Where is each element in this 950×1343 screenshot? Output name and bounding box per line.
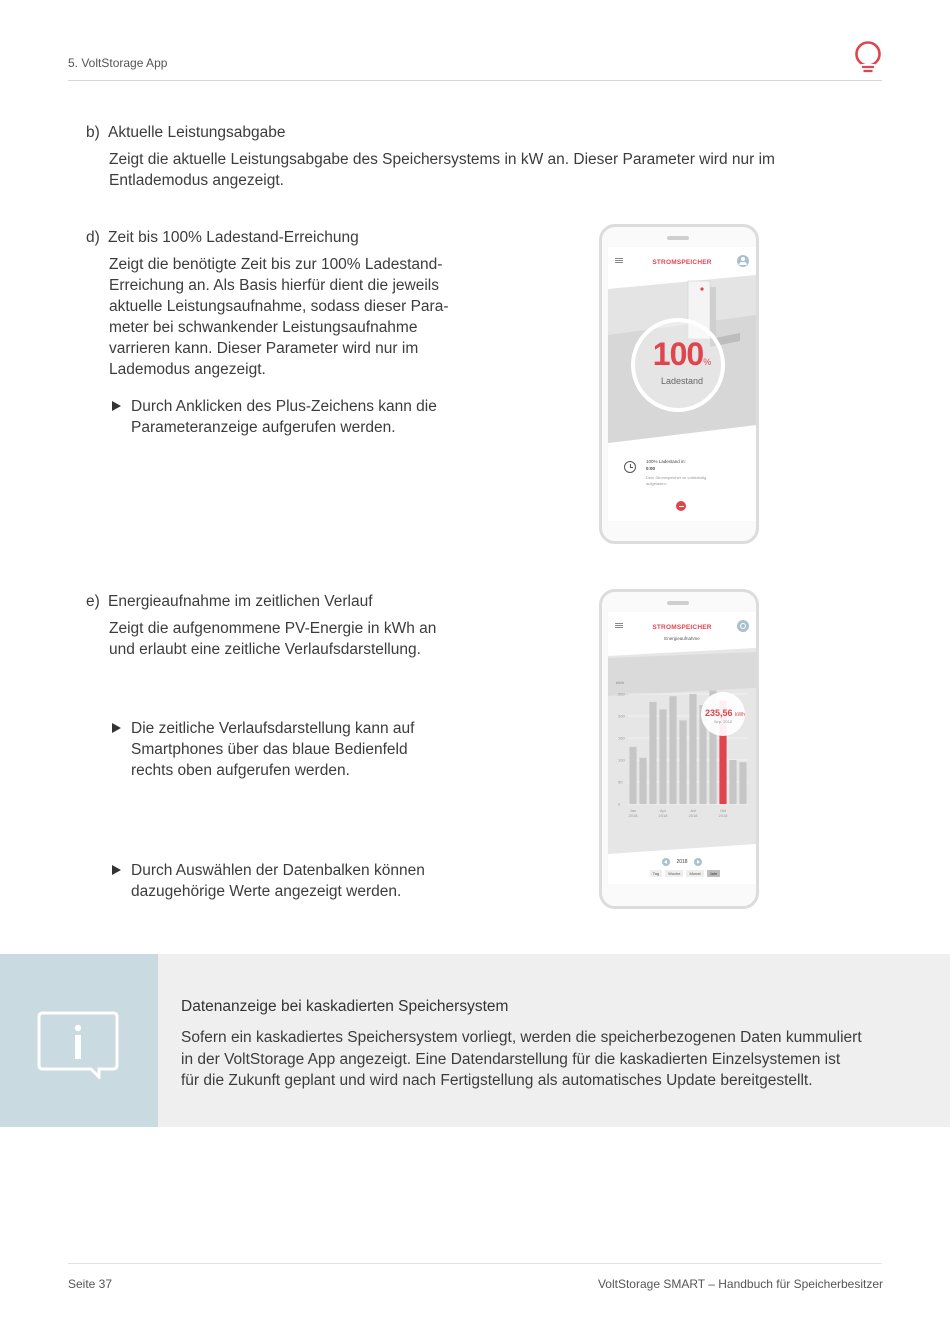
phone-speaker (667, 236, 689, 240)
bar (649, 702, 656, 804)
footer-divider (68, 1263, 882, 1264)
text-line: aktuelle Leistungsaufnahme, sodass dieser Para- (109, 298, 449, 315)
tab-week[interactable]: Woche (665, 870, 683, 877)
text-line: und erlaubt eine zeitliche Verlaufsdarstellung. (109, 641, 421, 658)
y-tick-label: 0 (618, 801, 621, 807)
text-line: Zeigt die aktuelle Leistungsabgabe des Speichersystems in kW an. Dieser Parameter wird nur im (109, 151, 775, 168)
section-d-title: Zeit bis 100% Ladestand-Erreichung (108, 229, 359, 246)
tab-month[interactable]: Monat (686, 870, 703, 877)
value-callout-date: Sep. 2018 (713, 719, 733, 724)
section-d-body (109, 254, 448, 380)
text-line: Erreichung an. Als Basis hierfür dient die jeweils (109, 277, 439, 294)
next-year-button[interactable] (694, 858, 702, 866)
text-line: dazugehörige Werte angezeigt werden. (131, 883, 402, 900)
period-tabs (642, 870, 728, 877)
tab-year[interactable]: Jahr (707, 870, 721, 877)
app-title: STROMSPEICHER (652, 624, 712, 631)
text-line: in der VoltStorage App angezeigt. Eine Datendarstellung für die kaskadierten Einzelsystemen ist (181, 1050, 841, 1068)
section-e-bullet-1 (109, 718, 950, 781)
charge-value-wrap (608, 336, 756, 373)
x-tick-month: Apr (659, 808, 667, 813)
charge-unit: % (703, 357, 712, 367)
bar (669, 696, 676, 804)
minus-button[interactable] (676, 501, 686, 511)
info-note: aufgeladen. (646, 481, 667, 486)
page-number: Seite 37 (68, 1277, 113, 1291)
bar (679, 720, 686, 804)
info-title: Datenanzeige bei kaskadierten Speichersystem (181, 998, 509, 1015)
page-header-title: 5. VoltStorage App (68, 56, 168, 70)
energy-bar-chart (608, 676, 756, 846)
info-icon-panel (0, 954, 158, 1127)
text-line: Sofern ein kaskadiertes Speichersystem vorliegt, werden die speicherbezogenen Daten kummuliert (181, 1029, 862, 1046)
text-line: Durch Anklicken des Plus-Zeichens kann die (131, 398, 437, 415)
info-title: 100% Ladestand in: (646, 459, 686, 464)
y-tick-label: 100 (618, 757, 625, 763)
x-tick-month: Okt (719, 808, 727, 813)
text-line: Smartphones über das blaue Bedienfeld (131, 741, 408, 758)
phone-mockup-charge (599, 224, 759, 544)
phone-speaker (667, 601, 689, 605)
bullet-triangle-icon (112, 723, 121, 733)
text-line: varrieren kann. Dieser Parameter wird nur im (109, 340, 419, 357)
text-line: Zeigt die aufgenommene PV-Energie in kWh an (109, 620, 437, 637)
section-e-body (109, 618, 436, 660)
y-tick-label: 150 (618, 735, 625, 741)
y-tick-label: 200 (618, 713, 625, 719)
section-b-body (109, 149, 775, 191)
y-axis-label: kWh (616, 680, 624, 685)
x-tick-month: Juli (689, 808, 697, 813)
value-callout-unit: kWh (735, 712, 746, 718)
text-line: für die Zukunft geplant und wird nach Fertigstellung als automatisches Update bereitgestellt. (181, 1072, 813, 1089)
section-b-marker: b) (86, 124, 100, 141)
value-callout: 235,56 kWh (704, 708, 746, 718)
charge-value: 100 (652, 336, 704, 372)
charge-label: Ladestand (660, 376, 704, 386)
bar (629, 747, 636, 804)
section-e-bullet-2 (109, 860, 950, 902)
section-e-marker: e) (86, 593, 100, 610)
bar (739, 762, 746, 804)
section-d-marker: d) (86, 229, 100, 246)
section-e-title: Energieaufnahme im zeitlichen Verlauf (108, 593, 373, 610)
text-line: Parameteranzeige aufgerufen werden. (131, 419, 396, 436)
info-value: 0:00 (646, 466, 656, 471)
header-divider (68, 80, 882, 81)
phone-screen-energy (608, 612, 756, 884)
bullet-triangle-icon (112, 401, 121, 411)
info-note: Dein Stromspeicher ist vollständig (646, 475, 707, 480)
x-tick-year: 2018 (658, 813, 668, 818)
section-d-bullet (109, 396, 950, 438)
text-line: Entlademodus angezeigt. (109, 172, 284, 189)
prev-year-button[interactable] (662, 858, 670, 866)
y-tick-label: 250 (618, 691, 625, 697)
year-label: 2018 (676, 859, 688, 865)
text-line: Die zeitliche Verlaufsdarstellung kann auf (131, 720, 415, 737)
x-tick-year: 2018 (688, 813, 698, 818)
section-b-heading (86, 124, 286, 142)
section-d-heading (86, 229, 359, 247)
clock-icon (624, 461, 636, 473)
screen-subtitle: Energieaufnahme (664, 636, 700, 641)
bullet-triangle-icon (112, 865, 121, 875)
y-tick-label: 50 (618, 779, 623, 785)
phone-mockup-energy (599, 589, 759, 909)
bar (639, 758, 646, 804)
tab-day[interactable]: Tag (650, 870, 662, 877)
info-icon (37, 1011, 119, 1079)
info-body (181, 1027, 871, 1092)
x-tick-month: Jan (629, 808, 637, 813)
app-title: STROMSPEICHER (652, 259, 712, 266)
view-toggle-button[interactable] (737, 620, 749, 632)
text-line: rechts oben aufgerufen werden. (131, 762, 350, 779)
user-icon (737, 255, 749, 267)
section-b-title: Aktuelle Leistungsabgabe (108, 124, 286, 141)
voltstorage-logo (852, 40, 884, 76)
x-tick-year: 2018 (718, 813, 728, 818)
phone-screen-charge (608, 247, 756, 521)
bar (689, 694, 696, 804)
section-e-heading (86, 593, 373, 611)
text-line: Durch Auswählen der Datenbalken können (131, 862, 425, 879)
bar (729, 760, 736, 804)
text-line: Lademodus angezeigt. (109, 361, 266, 378)
x-tick-year: 2018 (628, 813, 638, 818)
bar (659, 709, 666, 804)
document-title: VoltStorage SMART – Handbuch für Speicherbesitzer (597, 1277, 883, 1291)
text-line: Zeigt die benötigte Zeit bis zur 100% Ladestand- (109, 256, 443, 273)
text-line: meter bei schwankender Leistungsaufnahme (109, 319, 418, 336)
